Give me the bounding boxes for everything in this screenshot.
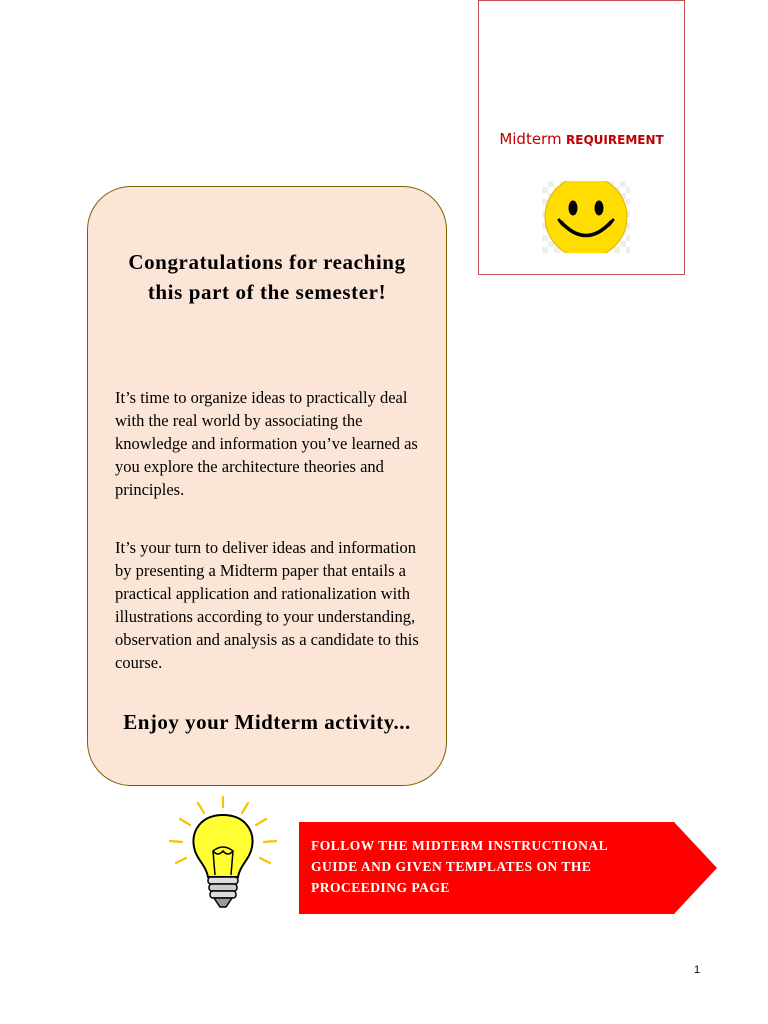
midterm-paragraph: It’s your turn to deliver ideas and information by presenting a Midterm paper that entails a practical application and rationalization with illustrations according to your understanding, observation and analysis as a candidate to this course.	[115, 538, 419, 672]
light-bulb-icon	[168, 795, 278, 920]
instruction-banner	[299, 822, 717, 914]
congratulations-heading: Congratulations for reaching this part of the semester!	[128, 250, 406, 304]
intro-paragraph: It’s time to organize ideas to practically deal with the real world by associating the knowledge and information you’ve learned as you explore the architecture theories and principles.	[115, 388, 418, 499]
requirement-title	[479, 130, 684, 148]
instruction-banner-text: FOLLOW THE MIDTERM INSTRUCTIONAL GUIDE AND GIVEN TEMPLATES ON THE PROCEEDING PAGE	[311, 838, 608, 895]
requirement-title-caps: REQUIREMENT	[566, 133, 664, 147]
requirement-title-word: Midterm	[499, 130, 562, 148]
closing-heading: Enjoy your Midterm activity...	[123, 710, 411, 734]
smiley-face-icon	[542, 181, 630, 253]
page-number: 1	[694, 964, 701, 976]
requirement-card	[478, 0, 685, 275]
message-card	[87, 186, 447, 786]
